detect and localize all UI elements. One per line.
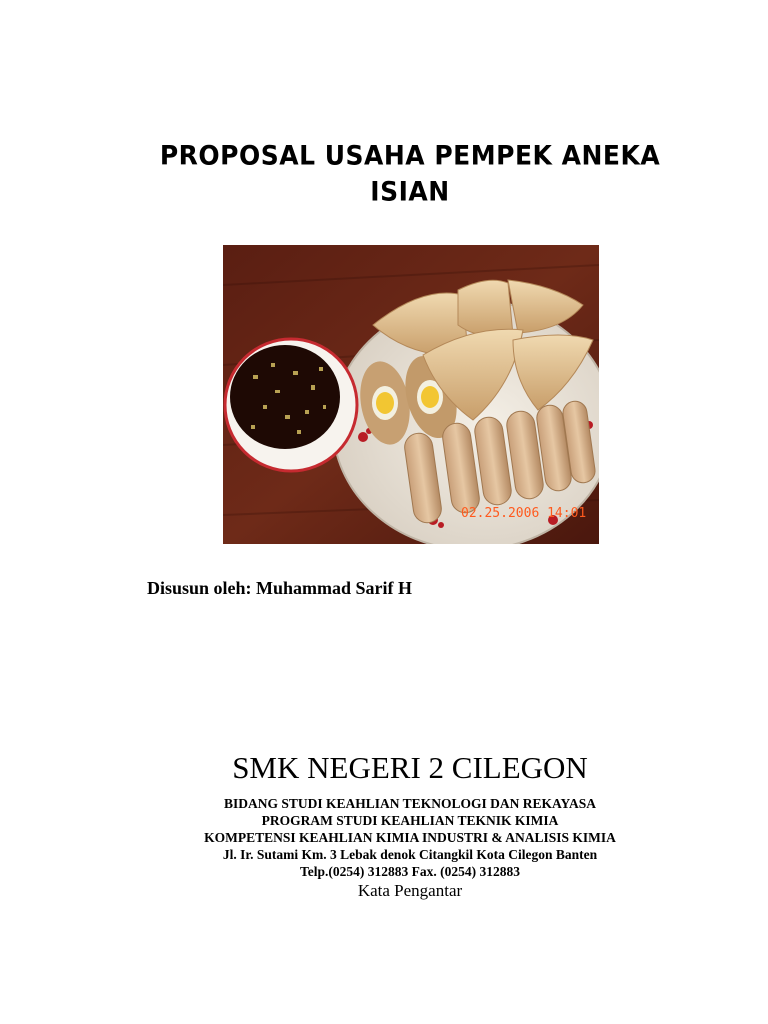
photo-timestamp: 02.25.2006 14:01 bbox=[461, 506, 587, 521]
school-info-block bbox=[0, 795, 768, 880]
school-name: SMK NEGERI 2 CILEGON bbox=[232, 750, 588, 785]
cuko-sauce bbox=[230, 345, 340, 449]
section-heading: Kata Pengantar bbox=[357, 881, 463, 900]
title-line-2: ISIAN bbox=[370, 176, 450, 207]
title-line-1: PROPOSAL USAHA PEMPEK ANEKA bbox=[159, 140, 661, 171]
info-line-program: PROGRAM STUDI KEAHLIAN TEKNIK KIMIA bbox=[261, 813, 559, 828]
info-line-phone: Telp.(0254) 312883 Fax. (0254) 312883 bbox=[300, 864, 520, 879]
info-line-field: BIDANG STUDI KEAHLIAN TEKNOLOGI DAN REKAYASA bbox=[224, 796, 596, 811]
pempek-photo bbox=[223, 245, 599, 544]
info-line-address: Jl. Ir. Sutami Km. 3 Lebak denok Citangkil Kota Cilegon Banten bbox=[222, 847, 598, 862]
document-title bbox=[150, 138, 670, 209]
info-line-competency: KOMPETENSI KEAHLIAN KIMIA INDUSTRI & ANALISIS KIMIA bbox=[204, 830, 616, 845]
author-line: Disusun oleh: Muhammad Sarif H bbox=[147, 578, 413, 598]
